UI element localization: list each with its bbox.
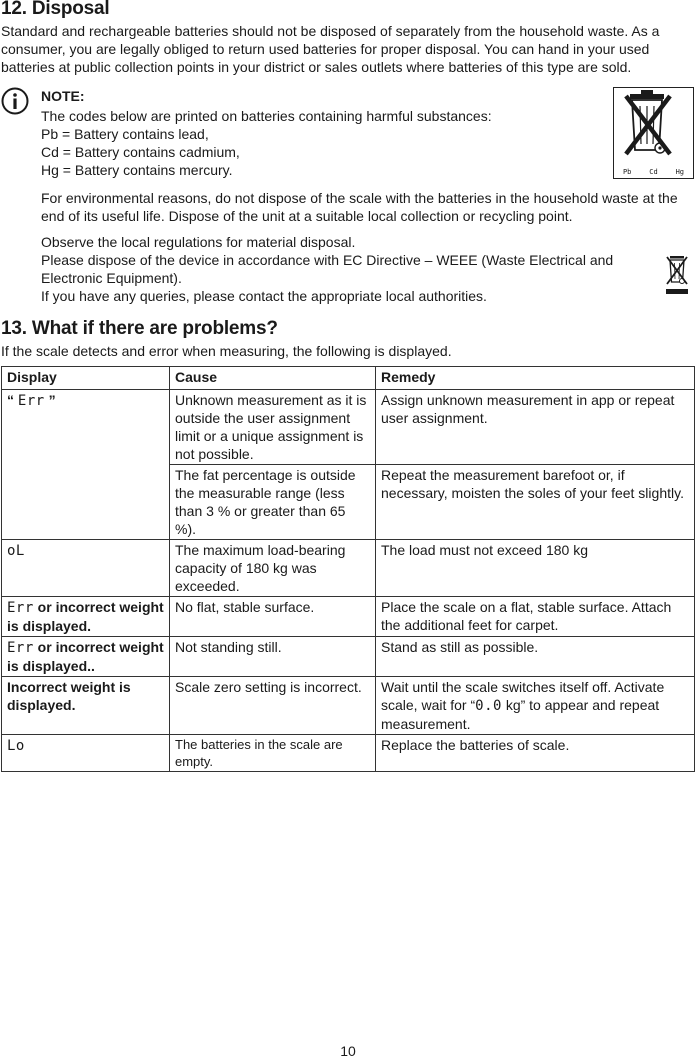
table-row [2,540,695,597]
table-row [2,390,695,465]
remedy-cell [376,677,695,735]
display-cell: Incorrect weight is displayed. [2,677,170,735]
disposal-intro: Standard and rechargeable batteries should not be disposed of separately from the household waste. As a consumer, you are legally obliged to return used batteries for proper disposal. You can hand in your used batteries at public collection points in your district or sales outlets where batteries of this type are sold. [1,23,660,75]
column-header-remedy: Remedy [376,367,695,390]
display-text: or incorrect weight is displayed. [7,599,164,634]
display-code: 0.0 [475,698,502,714]
cause-cell: No flat, stable surface. [170,597,376,637]
display-code: Lo [7,738,25,754]
info-icon [1,87,29,115]
remedy-cell: Assign unknown measurement in app or repeat user assignment. [376,390,695,465]
note-line: Cd = Battery contains cadmium, [41,144,240,160]
note-line: Hg = Battery contains mercury. [41,162,233,178]
battery-code-label: Cd [649,168,658,176]
cause-cell: The maximum load-bearing capacity of 180 kg was exceeded. [170,540,376,597]
remedy-text: Wait until the scale switches itself off. Activate scale, wait for “ [381,679,665,713]
table-row [2,637,695,677]
cause-cell: Unknown measurement as it is outside the user assignment limit or a unique assignment is not possible. [170,390,376,465]
display-cell [2,637,170,677]
note-line: If you have any queries, please contact the appropriate local authorities. [41,288,487,304]
page-number: 10 [340,1043,356,1059]
remedy-cell: Replace the batteries of scale. [376,735,695,772]
note-battery-codes [41,107,601,179]
display-code: Err [17,393,45,409]
table-row [2,735,695,772]
crossed-bin-weee-icon [663,253,691,297]
section-heading-disposal: 12. Disposal [1,0,110,19]
note-line: Observe the local regulations for material disposal. [41,234,356,250]
display-code: Err [7,640,34,656]
environment-note: For environmental reasons, do not dispose of the scale with the batteries in the household waste at the end of its useful life. Dispose of the unit at a suitable local collection or recycling point. [41,190,678,224]
remedy-cell: Repeat the measurement barefoot or, if necessary, moisten the soles of your feet slightly. [376,465,695,540]
table-header-row [2,367,695,390]
cause-cell: The batteries in the scale are empty. [170,735,376,772]
table-row [2,677,695,735]
display-code: Err [7,600,34,616]
note-title: NOTE: [41,88,85,104]
cause-cell: The fat percentage is outside the measurable range (less than 3 % or greater than 65 %). [170,465,376,540]
error-table [1,366,695,772]
column-header-display: Display [2,367,170,390]
display-quote-close: ” [44,392,56,408]
section-heading-problems: 13. What if there are problems? [1,318,278,339]
note-line: Pb = Battery contains lead, [41,126,209,142]
crossed-bin-battery-icon [613,87,694,179]
table-row [2,597,695,637]
display-text: or incorrect weight is displayed.. [7,639,164,674]
remedy-text: kg” to appear and repeat measurement. [381,697,660,732]
cause-cell: Scale zero setting is incorrect. [170,677,376,735]
local-regulations-note [41,233,651,305]
crossed-bin-graphic [614,88,693,166]
note-line: Please dispose of the device in accordance with EC Directive – WEEE (Waste Electrical and Electronic Equipment). [41,252,614,286]
remedy-cell: Stand as still as possible. [376,637,695,677]
display-cell [2,597,170,637]
remedy-cell: The load must not exceed 180 kg [376,540,695,597]
battery-code-label: Hg [675,168,685,176]
display-cell [2,735,170,772]
problems-intro: If the scale detects and error when measuring, the following is displayed. [1,343,452,359]
display-quote-open: “ [7,392,18,408]
display-cell [2,540,170,597]
column-header-cause: Cause [170,367,376,390]
remedy-cell: Place the scale on a flat, stable surface. Attach the additional feet for carpet. [376,597,695,637]
display-cell [2,390,170,540]
note-line: The codes below are printed on batteries containing harmful substances: [41,108,492,124]
display-code: oL [7,543,25,559]
battery-code-labels [614,168,693,176]
cause-cell: Not standing still. [170,637,376,677]
battery-code-label: Pb [622,168,632,176]
